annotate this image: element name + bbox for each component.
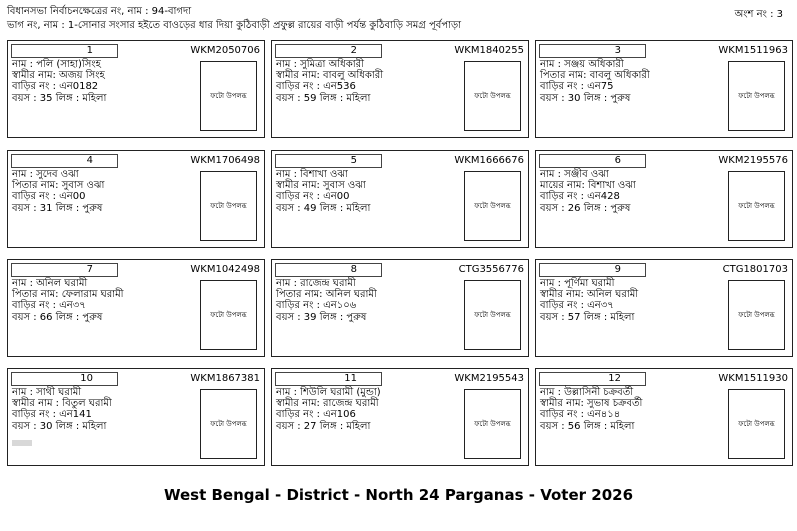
photo-box	[464, 171, 521, 241]
relative-name: স্বামীর নাম: বাবলু অধিকারী	[276, 70, 384, 82]
serial-box	[11, 44, 118, 58]
voter-card	[271, 259, 529, 357]
voter-name: নাম : পূর্ণিমা ঘরামী	[540, 278, 615, 289]
serial-box	[11, 263, 118, 277]
serial-number: 4	[86, 155, 93, 166]
serial-number: 1	[86, 45, 93, 56]
relative-name: স্বামীর নাম: সুবাস ওঝা	[276, 180, 366, 192]
house-number: বাড়ির নং : এন106	[276, 409, 356, 421]
photo-label: ফটো উপলব্ধ	[738, 311, 775, 319]
voter-name: নাম : সুমিত্রা অধিকারী	[276, 59, 364, 70]
photo-label: ফটো উপলব্ধ	[474, 92, 511, 100]
voter-name: নাম : বিশাখা ওঝা	[276, 169, 348, 180]
house-number: বাড়ির নং : এন00	[276, 191, 350, 203]
part-header: ভাগ নং, নাম : 1-সোনার সংসার হইতে বাওড়ের ধার দিয়া কুঠিবাড়ী প্রফুল্ল রায়ের বাড়ী পর্যন্ত কুঠিবাড়ি সমগ্র পূর্বপাড়া	[7, 20, 462, 31]
age-gender: বয়স : 59 লিঙ্গ : মহিলা	[276, 92, 371, 104]
house-number: বাড়ির নং : এন0182	[12, 81, 99, 93]
epic-number: WKM1706498	[190, 155, 260, 166]
age-gender: বয়স : 31 লিঙ্গ : পুরুষ	[12, 202, 103, 214]
serial-box	[275, 263, 382, 277]
epic-number: WKM1511963	[718, 45, 788, 56]
serial-box	[275, 154, 382, 168]
relative-name: স্বামীর নাম: সুভাষ চক্রবর্তী	[540, 398, 643, 410]
serial-box	[275, 372, 382, 386]
voter-name: নাম : সাথী ঘরামী	[12, 387, 82, 398]
epic-number: WKM1840255	[454, 45, 524, 56]
voter-card	[7, 259, 265, 357]
voter-card	[7, 40, 265, 138]
serial-box	[539, 44, 646, 58]
voter-name: নাম : অনিল ঘরামী	[12, 278, 88, 289]
epic-number: WKM1511930	[718, 373, 788, 384]
photo-box	[464, 389, 521, 459]
photo-label: ফটো উপলব্ধ	[738, 420, 775, 428]
voter-card	[271, 40, 529, 138]
photo-label: ফটো উপলব্ধ	[738, 92, 775, 100]
epic-number: WKM2195576	[718, 155, 788, 166]
relative-name: পিতার নাম: অনিল ঘরামী	[276, 289, 377, 301]
serial-number: 10	[80, 373, 93, 384]
relative-name: পিতার নাম: বাবলু অধিকারী	[540, 70, 650, 82]
age-gender: বয়স : 30 লিঙ্গ : মহিলা	[12, 420, 107, 432]
photo-label: ফটো উপলব্ধ	[474, 420, 511, 428]
voter-name: নাম : সুদেব ওঝা	[12, 169, 79, 180]
photo-box	[200, 389, 257, 459]
photo-label: ফটো উপলব্ধ	[738, 202, 775, 210]
photo-box	[464, 61, 521, 131]
house-number: বাড়ির নং : এন141	[12, 409, 92, 421]
serial-box	[539, 372, 646, 386]
serial-box	[539, 263, 646, 277]
voter-name: নাম : শিউলি ঘরামী (মুন্ডা)	[276, 387, 381, 398]
age-gender: বয়স : 27 লিঙ্গ : মহিলা	[276, 420, 371, 432]
age-gender: বয়স : 56 লিঙ্গ : মহিলা	[540, 420, 635, 432]
voter-card	[535, 259, 793, 357]
relative-name: স্বামীর নাম: অজয় সিংহ	[12, 70, 105, 82]
house-number: বাড়ির নং : এন১০৬	[276, 300, 357, 312]
voter-card	[271, 150, 529, 248]
voter-card	[7, 368, 265, 466]
age-gender: বয়স : 57 লিঙ্গ : মহিলা	[540, 311, 635, 323]
photo-box	[200, 280, 257, 350]
serial-number: 8	[350, 264, 357, 275]
relative-name: মায়ের নাম: বিশাখা ওঝা	[540, 180, 636, 192]
serial-box	[275, 44, 382, 58]
voter-card	[271, 368, 529, 466]
house-number: বাড়ির নং : এন00	[12, 191, 86, 203]
voter-name: নাম : সঞ্জয় অধিকারী	[540, 59, 624, 70]
age-gender: বয়স : 66 লিঙ্গ : পুরুষ	[12, 311, 103, 323]
section-number: অংশ নং : 3	[734, 9, 783, 20]
age-gender: বয়স : 26 লিঙ্গ : পুরুষ	[540, 202, 631, 214]
constituency-header: বিধানসভা নির্বাচনক্ষেত্রের নং, নাম : 94-বাগদা	[7, 6, 192, 17]
photo-label: ফটো উপলব্ধ	[474, 311, 511, 319]
epic-number: WKM1042498	[190, 264, 260, 275]
photo-label: ফটো উপলব্ধ	[474, 202, 511, 210]
age-gender: বয়স : 49 লিঙ্গ : মহিলা	[276, 202, 371, 214]
serial-box	[11, 154, 118, 168]
photo-box	[464, 280, 521, 350]
voter-name: নাম : উল্লাসিনী চক্রবর্তী	[540, 387, 634, 398]
serial-number: 11	[344, 373, 357, 384]
footer-title: West Bengal - District - North 24 Parganas - Voter 2026	[163, 486, 634, 504]
epic-number: WKM1867381	[190, 373, 260, 384]
photo-box	[728, 280, 785, 350]
house-number: বাড়ির নং : এন428	[540, 191, 620, 203]
relative-name: স্বামীর নাম : বিতুল ঘরামী	[12, 398, 112, 410]
house-number: বাড়ির নং : এন৩৭	[540, 300, 614, 312]
photo-box	[728, 61, 785, 131]
serial-number: 5	[350, 155, 357, 166]
voter-card	[535, 150, 793, 248]
voter-name: নাম : সঞ্জীব ওঝা	[540, 169, 609, 180]
photo-box	[200, 171, 257, 241]
age-gender: বয়স : 30 লিঙ্গ : পুরুষ	[540, 92, 631, 104]
serial-number: 9	[614, 264, 621, 275]
epic-number: WKM2195543	[454, 373, 524, 384]
ink-smudge	[12, 440, 32, 446]
serial-number: 6	[614, 155, 621, 166]
house-number: বাড়ির নং : এন75	[540, 81, 614, 93]
age-gender: বয়স : 35 লিঙ্গ : মহিলা	[12, 92, 107, 104]
relative-name: পিতার নাম: সুবাস ওঝা	[12, 180, 105, 192]
serial-number: 12	[608, 373, 621, 384]
photo-label: ফটো উপলব্ধ	[210, 202, 247, 210]
serial-number: 3	[614, 45, 621, 56]
serial-number: 7	[86, 264, 93, 275]
voter-card	[535, 368, 793, 466]
epic-number: WKM2050706	[190, 45, 260, 56]
house-number: বাড়ির নং : এন536	[276, 81, 356, 93]
photo-box	[728, 389, 785, 459]
house-number: বাড়ির নং : এন৪১৪	[540, 409, 621, 421]
photo-box	[728, 171, 785, 241]
age-gender: বয়স : 39 লিঙ্গ : পুরুষ	[276, 311, 367, 323]
epic-number: WKM1666676	[454, 155, 524, 166]
photo-label: ফটো উপলব্ধ	[210, 311, 247, 319]
photo-label: ফটো উপলব্ধ	[210, 420, 247, 428]
photo-box	[200, 61, 257, 131]
relative-name: স্বামীর নাম: রাজেন্দ্র ঘরামী	[276, 398, 379, 410]
house-number: বাড়ির নং : এন৩৭	[12, 300, 86, 312]
epic-number: CTG3556776	[458, 264, 524, 275]
serial-box	[11, 372, 118, 386]
voter-card	[535, 40, 793, 138]
epic-number: CTG1801703	[722, 264, 788, 275]
relative-name: পিতার নাম: ফেলারাম ঘরামী	[12, 289, 124, 301]
voter-name: নাম : পলি (সাহা)সিংহ	[12, 59, 101, 70]
voter-card	[7, 150, 265, 248]
photo-label: ফটো উপলব্ধ	[210, 92, 247, 100]
voter-name: নাম : রাজেন্দ্র ঘরামী	[276, 278, 356, 289]
relative-name: স্বামীর নাম: অনিল ঘরামী	[540, 289, 639, 301]
serial-number: 2	[350, 45, 357, 56]
serial-box	[539, 154, 646, 168]
